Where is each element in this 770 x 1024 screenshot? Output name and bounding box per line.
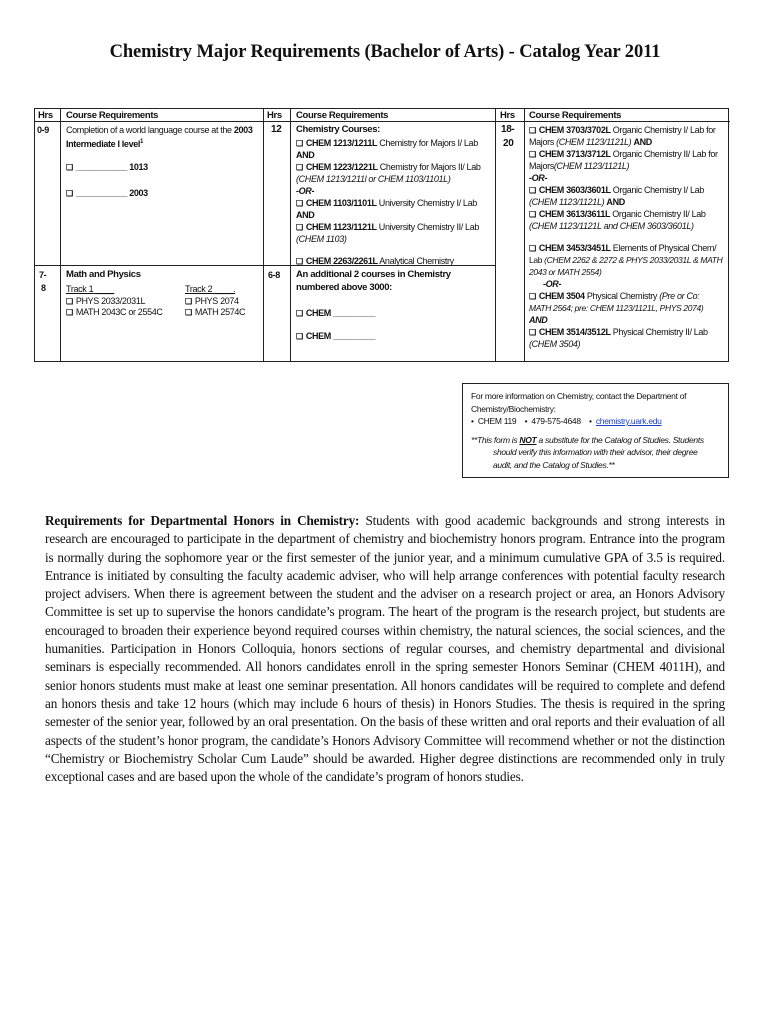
prerequisite-note: (CHEM 1103) [296, 234, 347, 244]
contact-info-box [462, 383, 729, 478]
connector-or: -OR- [296, 186, 315, 196]
hrs-header: Hrs [500, 110, 515, 121]
language-option-checkbox[interactable]: ❏ ___________ 1013 [66, 161, 148, 174]
info-text: Chemistry/Biochemistry: [471, 403, 556, 414]
honors-heading: Requirements for Departmental Honors in Chemistry: [45, 513, 360, 528]
course-header: Course Requirements [529, 110, 622, 121]
course-header: Course Requirements [296, 110, 389, 121]
honors-requirements [45, 512, 725, 786]
hrs-upper: 18- [501, 124, 515, 135]
chem-elective-checkbox[interactable]: ❏ CHEM _________ [296, 330, 375, 343]
course-checkbox[interactable]: ❏ CHEM 1103/1101L University Chemistry I/ Lab [296, 197, 477, 210]
hrs-language: 0-9 [37, 125, 49, 135]
course-detail: Majors (CHEM 1123/1121L) AND [529, 137, 652, 147]
course-checkbox[interactable]: ❏ CHEM 2263/2261L Analytical Chemistry [296, 255, 454, 268]
info-text: For more information on Chemistry, contact the Department of [471, 391, 687, 401]
connector-and: AND [296, 150, 315, 160]
course-checkbox[interactable]: ❏ CHEM 3713/3712L Organic Chemistry II/ Lab for [529, 148, 718, 161]
hrs-upper: 20 [503, 138, 514, 149]
course-checkbox[interactable]: ❏ CHEM 3603/3601L Organic Chemistry I/ Lab [529, 184, 704, 197]
hrs-math: 8 [41, 283, 46, 293]
course-checkbox[interactable]: ❏ CHEM 1223/1221L Chemistry for Majors II/ Lab [296, 161, 481, 174]
hrs-header: Hrs [38, 110, 53, 121]
divider [60, 109, 61, 361]
course-checkbox[interactable]: ❏ CHEM 3514/3512L Physical Chemistry II/ Lab [529, 326, 708, 339]
additional-courses: An additional 2 courses in Chemistry [296, 269, 451, 280]
prerequisite-note: MATH 2564; pre: CHEM 1123/1121L, PHYS 2074) [529, 303, 704, 313]
chem-elective-checkbox[interactable]: ❏ CHEM _________ [296, 307, 375, 320]
hrs-additional: 6-8 [268, 270, 280, 280]
chemistry-courses-title: Chemistry Courses: [296, 124, 380, 135]
course-checkbox[interactable]: ❏ CHEM 3453/3451L Elements of Physical Chem/ [529, 242, 716, 255]
divider [290, 109, 291, 361]
prerequisite-note: (CHEM 1123/1121L and CHEM 3603/3601L) [529, 221, 694, 231]
prerequisite-note: (CHEM 1213/1211l or CHEM 1103/1101L) [296, 174, 451, 184]
language-requirement: Intermediate I level$^1$ [66, 139, 144, 149]
page-title: Chemistry Major Requirements (Bachelor of Arts) - Catalog Year 2011 [109, 42, 661, 62]
hrs-chemistry: 12 [271, 124, 282, 135]
track2-course-checkbox[interactable]: ❏ PHYS 2074 [185, 295, 239, 308]
website-link[interactable]: chemistry.uark.edu [595, 416, 662, 426]
divider [495, 109, 496, 361]
connector-or: -OR- [529, 173, 548, 183]
track1-course-checkbox[interactable]: ❏ PHYS 2033/2031L [66, 295, 145, 308]
honors-body: Students with good academic backgrounds and strong interests in research are encouraged to participate in the department of chemistry and biochemistry honors program. Entrance into the program is normally during the sophomore year or the first semester of the junior year, and a minimum cumulative GPA of 3.5 is required. Entrance is initiated by consulting the faculty academic adviser, who will help arrange conferences with potential faculty research project advisers. When there is agreement between the student and the adviser on a research project or area, an Honors Advisory Committee is set up to supervise the honors candidate’s program. The heart of the program is the research project, but students are encouraged to broaden their experience beyond required courses within chemistry, the natural sciences, the social sciences, and the humanities. Participation in Honors Colloquia, honors sections of regular courses, and chemistry departmental and divisional seminars is especially recommended. All honors candidates enroll in the spring semester Honors Seminar (CHEM 4011H), and senior honors students must make at least one seminar presentation. All honors candidates will be required to complete and defend an honors thesis and take 12 hours (which may include 6 hours of thesis) in Honors Studies. The thesis is required in the spring semester of the senior year, followed by an oral presentation. On the basis of these written and oral reports and their evaluation of all aspects of the student’s honor program, the candidate’s Honors Advisory Committee will recommend whether or not the distinction “Chemistry or Biochemistry Scholar Cum Laude” should be awarded. Higher degree distinctions are recommended only in truly exceptional cases and are based upon the whole of the candidate’s program of honors studies. [45, 513, 725, 785]
track1-course-checkbox[interactable]: ❏ MATH 2043C or 2554C [66, 306, 163, 319]
course-detail: Majors(CHEM 1123/1121L) [529, 161, 630, 171]
disclaimer-note: **This form is NOT a substitute for the Catalog of Studies. Students should verify this information with their advisor, their degree audit, and the Catalog of Studies.** [471, 434, 704, 470]
language-requirement: Completion of a world language course at the 2003 [66, 125, 253, 135]
course-checkbox[interactable]: ❏ CHEM 3613/3611L Organic Chemistry II/ Lab [529, 208, 706, 221]
hrs-math: 7- [39, 270, 47, 280]
divider [263, 109, 264, 361]
course-checkbox[interactable]: ❏ CHEM 1213/1211L Chemistry for Majors I/ Lab [296, 137, 478, 150]
prerequisite-note: 2043 or MATH 2554) [529, 267, 602, 277]
phone-number: 479-575-4648 [531, 416, 581, 426]
office-location: CHEM 119 [477, 416, 517, 426]
divider [524, 109, 525, 361]
requirements-table [34, 108, 729, 362]
hrs-header: Hrs [267, 110, 282, 121]
connector-and: AND [529, 315, 548, 325]
track1-label: Track 1 ____ [66, 284, 115, 294]
prerequisite-note: (CHEM 3504) [529, 339, 581, 349]
course-checkbox[interactable]: ❏ CHEM 3703/3702L Organic Chemistry I/ Lab for [529, 124, 716, 137]
contact-line: • CHEM 119 • 479-575-4648 • chemistry.uark.edu [471, 416, 662, 426]
connector-or: -OR- [543, 279, 562, 289]
course-detail: Lab (CHEM 2262 & 2272 & PHYS 2033/2031L & MATH [529, 255, 723, 265]
connector-and: AND [296, 210, 315, 220]
track2-label: Track 2 ____. [185, 284, 236, 294]
math-physics-title: Math and Physics [66, 269, 141, 280]
course-checkbox[interactable]: ❏ CHEM 3504 Physical Chemistry (Pre or Co: [529, 290, 699, 303]
course-checkbox[interactable]: ❏ CHEM 1123/1121L University Chemistry II/ Lab [296, 221, 479, 234]
course-header: Course Requirements [66, 110, 159, 121]
language-option-checkbox[interactable]: ❏ ___________ 2003 [66, 187, 148, 200]
additional-courses: numbered above 3000: [296, 282, 392, 293]
track2-course-checkbox[interactable]: ❏ MATH 2574C [185, 306, 245, 319]
course-detail: (CHEM 1123/1121L) AND [529, 197, 625, 207]
